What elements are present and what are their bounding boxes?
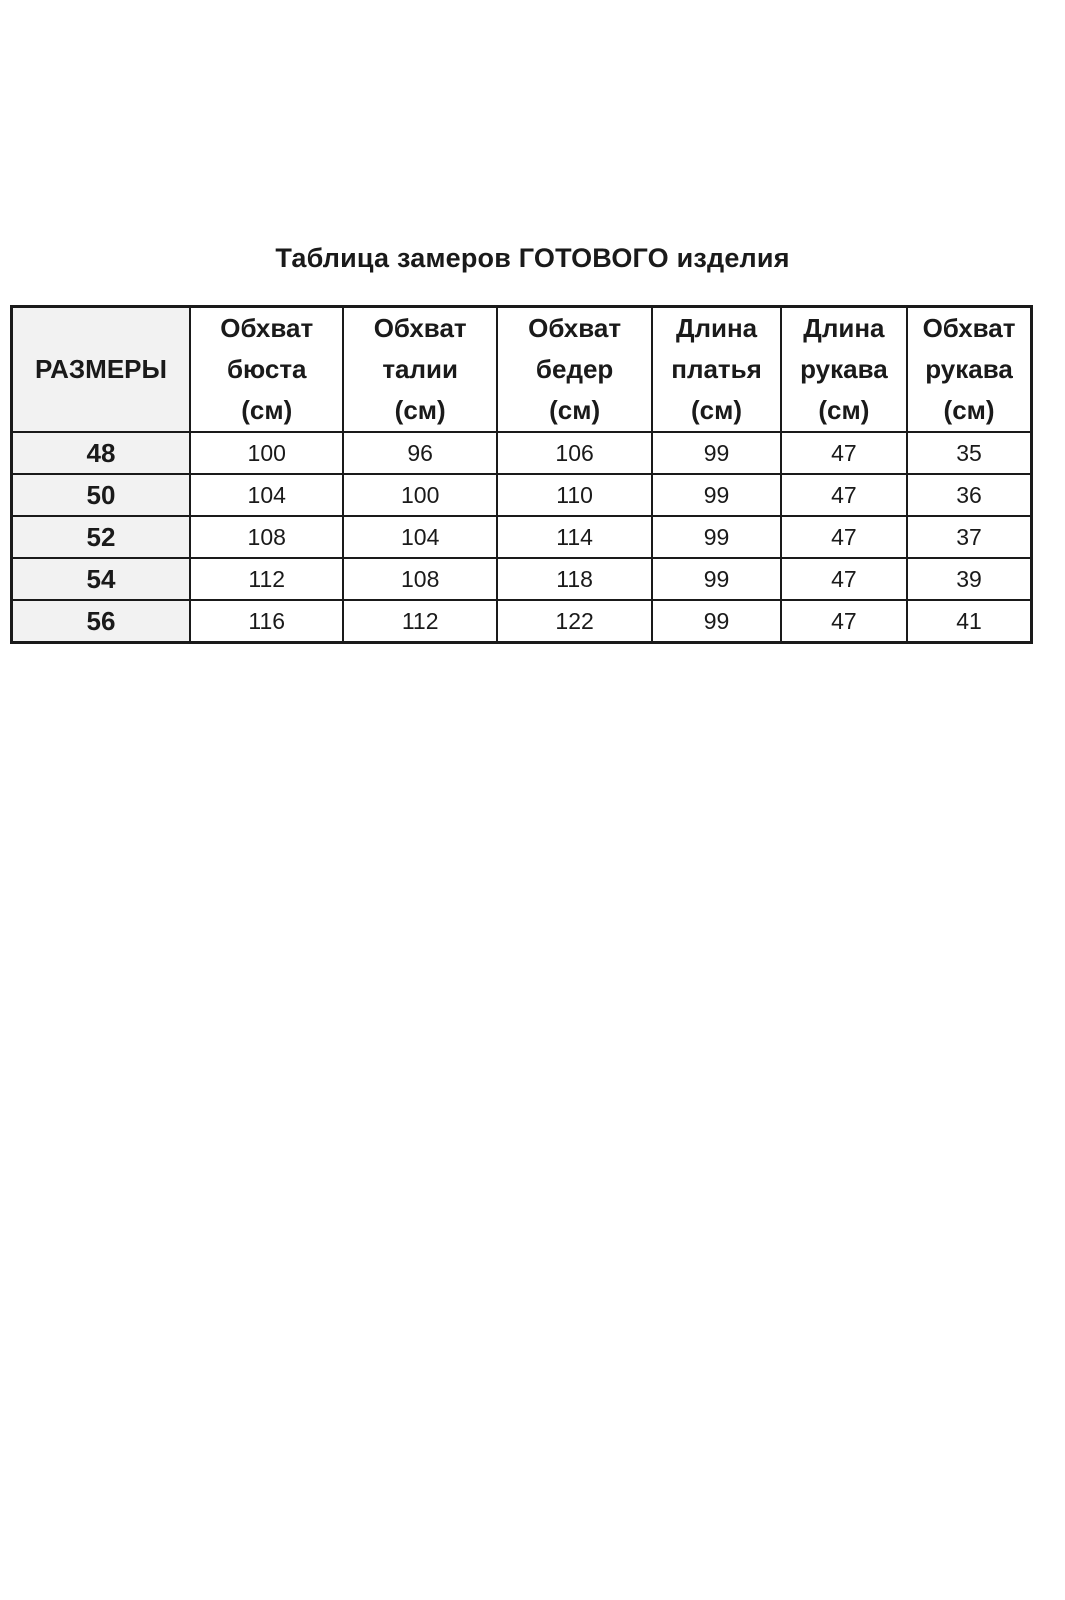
table-row (12, 474, 1032, 516)
table-cell: 39 (907, 558, 1031, 600)
page-title: Таблица замеров ГОТОВОГО изделия (275, 243, 790, 273)
table-cell: 110 (497, 474, 652, 516)
table-row (12, 432, 1032, 474)
column-header-sleeve-length (781, 307, 907, 433)
size-cell: 52 (12, 516, 191, 558)
table-cell: 99 (652, 474, 780, 516)
table-cell: 41 (907, 600, 1031, 643)
column-header-line: (см) (943, 395, 995, 425)
column-header-line: рукава (800, 354, 888, 384)
column-header-line: рукава (925, 354, 1013, 384)
size-cell: 56 (12, 600, 191, 643)
column-header-line: Длина (803, 313, 885, 343)
table-cell: 104 (190, 474, 343, 516)
table-cell: 114 (497, 516, 652, 558)
column-header-line: (см) (394, 395, 446, 425)
table-cell: 47 (781, 474, 907, 516)
table-cell: 104 (343, 516, 496, 558)
size-chart-table (10, 305, 1033, 644)
column-header-sleeve-girth (907, 307, 1031, 433)
column-header-line: талии (382, 354, 459, 384)
table-cell: 116 (190, 600, 343, 643)
table-header-row (12, 307, 1032, 433)
column-header-line: бедер (535, 354, 614, 384)
table-cell: 99 (652, 600, 780, 643)
table-cell: 99 (652, 432, 780, 474)
table-cell: 99 (652, 516, 780, 558)
column-header-line: Обхват (220, 313, 314, 343)
table-cell: 99 (652, 558, 780, 600)
table-cell: 36 (907, 474, 1031, 516)
size-cell: 48 (12, 432, 191, 474)
column-header-line: Обхват (922, 313, 1016, 343)
column-header-line: Обхват (528, 313, 622, 343)
table-cell: 47 (781, 600, 907, 643)
column-header-hips (497, 307, 652, 433)
column-header-line: бюста (226, 354, 307, 384)
table-cell: 47 (781, 558, 907, 600)
table-cell: 47 (781, 516, 907, 558)
size-column-header: РАЗМЕРЫ (12, 307, 191, 433)
table-cell: 100 (190, 432, 343, 474)
column-header-line: платья (671, 354, 762, 384)
column-header-bust (190, 307, 343, 433)
table-cell: 37 (907, 516, 1031, 558)
column-header-line: (см) (549, 395, 601, 425)
size-cell: 50 (12, 474, 191, 516)
column-header-line: Длина (675, 313, 758, 343)
table-cell: 106 (497, 432, 652, 474)
table-row (12, 600, 1032, 643)
table-cell: 118 (497, 558, 652, 600)
table-cell: 100 (343, 474, 496, 516)
table-row (12, 516, 1032, 558)
table-cell: 108 (190, 516, 343, 558)
column-header-line: (см) (691, 395, 743, 425)
size-cell: 54 (12, 558, 191, 600)
table-cell: 108 (343, 558, 496, 600)
column-header-waist (343, 307, 496, 433)
column-header-line: (см) (818, 395, 870, 425)
table-cell: 96 (343, 432, 496, 474)
table-cell: 122 (497, 600, 652, 643)
table-cell: 112 (190, 558, 343, 600)
table-row (12, 558, 1032, 600)
table-cell: 47 (781, 432, 907, 474)
table-cell: 35 (907, 432, 1031, 474)
column-header-dress-length (652, 307, 780, 433)
table-cell: 112 (343, 600, 496, 643)
column-header-line: (см) (241, 395, 293, 425)
column-header-line: Обхват (373, 313, 467, 343)
